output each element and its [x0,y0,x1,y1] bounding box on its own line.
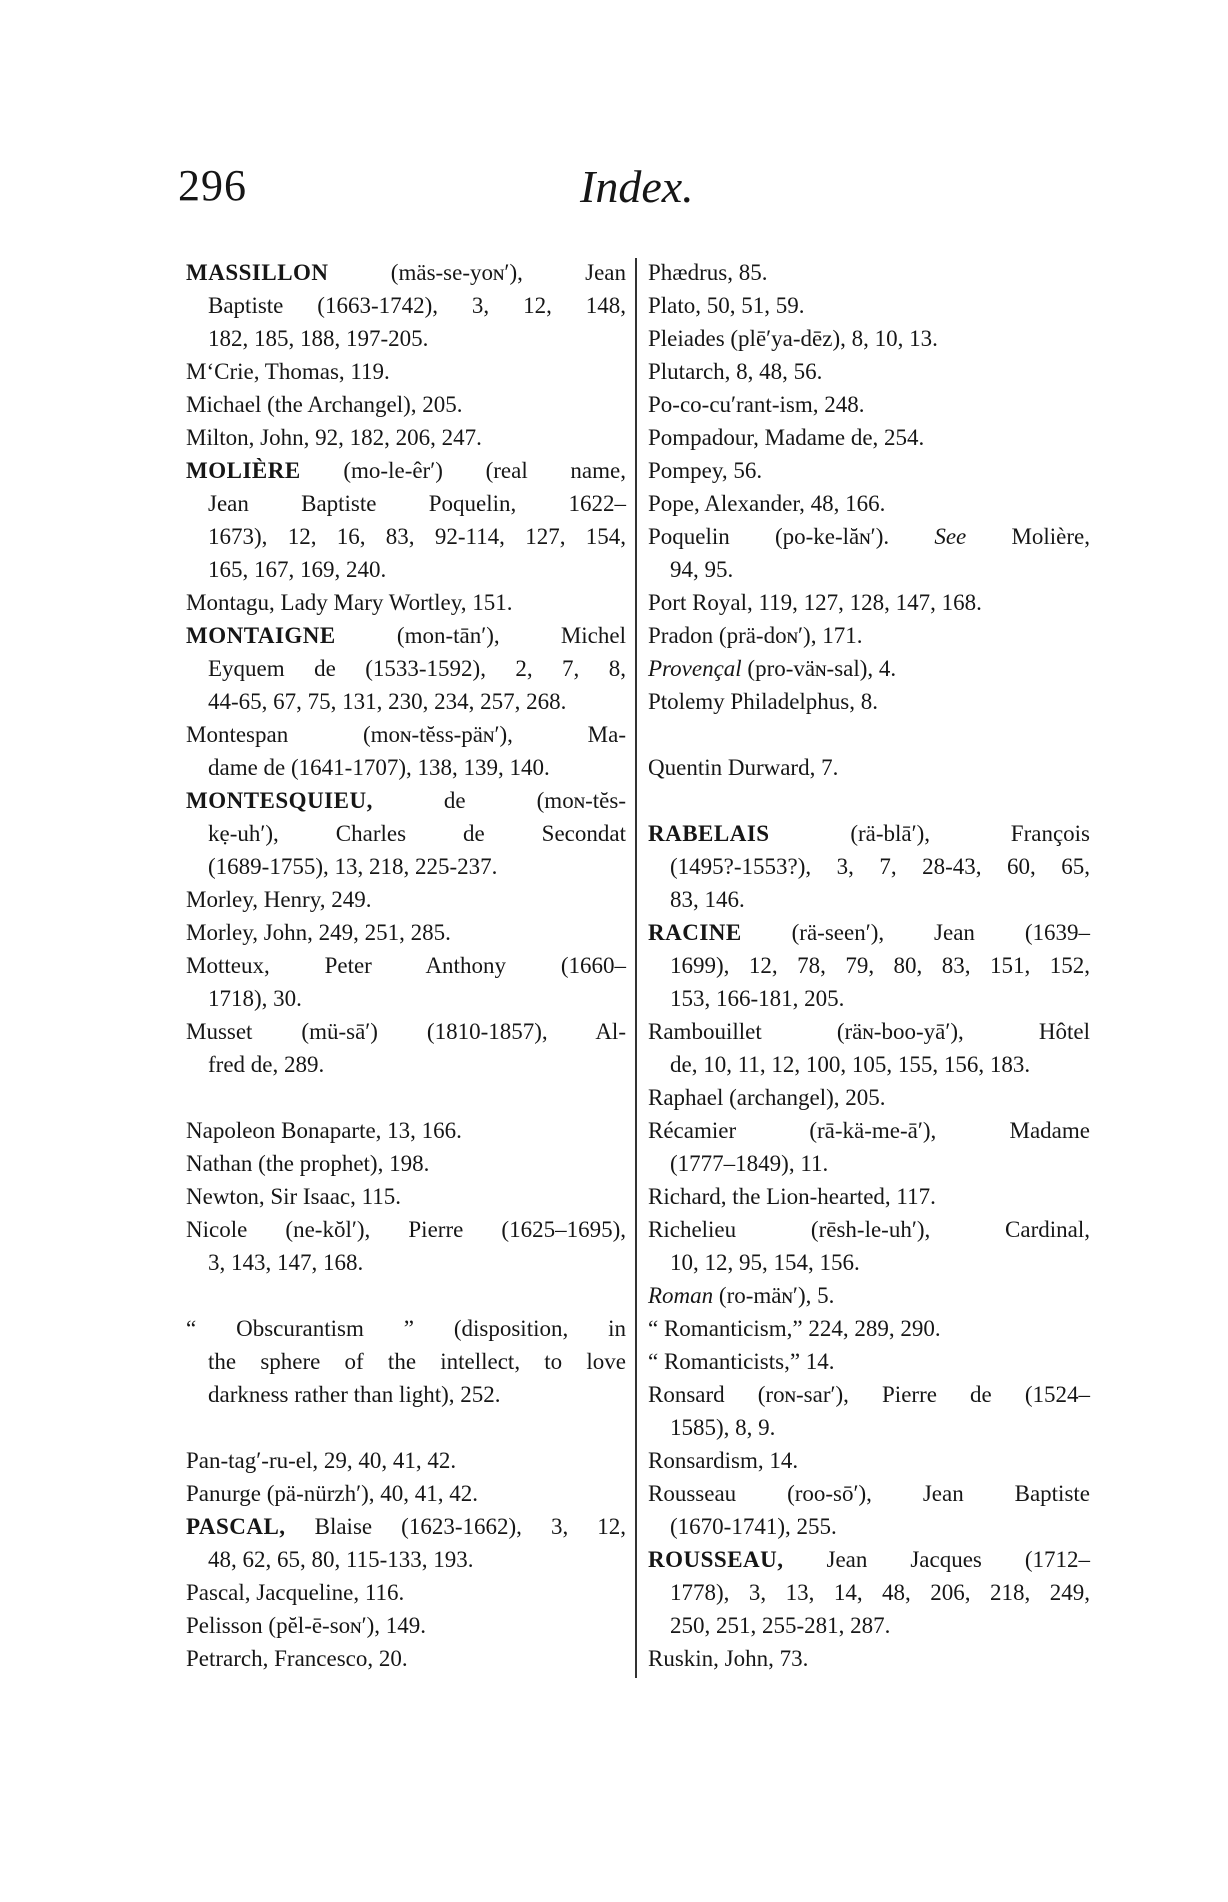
index-entry [186,619,626,718]
index-entry-line: Napoleon Bonaparte, 13, 166. [186,1118,462,1143]
index-entry-line: 182, 185, 188, 197-205. [208,326,429,351]
index-entry [648,355,1090,388]
index-entry-line: Ptolemy Philadelphus, 8. [648,689,878,714]
index-entry-line: Provençal (pro-väɴ-sal), 4. [648,656,897,681]
index-entry [648,289,1090,322]
index-entry-line: “ Romanticists,” 14. [648,1349,835,1374]
index-entry-line: Phædrus, 85. [648,260,768,285]
index-entry-line: Baptiste (1663-1742), 3, 12, 148, [208,293,626,318]
index-entry-line: Quentin Durward, 7. [648,755,839,780]
index-entry [186,388,626,421]
page-number: 296 [178,161,247,210]
index-entry [648,421,1090,454]
index-entry-line: (1495?-1553?), 3, 7, 28-43, 60, 65, [670,854,1090,879]
index-entry-line: Ronsard (roɴ-sar′), Pierre de (1524– [648,1382,1090,1407]
index-entry [648,1378,1090,1444]
index-entry-line: Pelisson (pĕl-ē-soɴ′), 149. [186,1613,427,1638]
index-entry-line: PASCAL, Blaise (1623-1662), 3, 12, [186,1514,626,1539]
index-entry [186,1147,626,1180]
index-entry-line: Montespan (moɴ-tĕss-päɴ′), Ma- [186,722,626,747]
index-entry [648,1543,1090,1642]
index-entry [648,388,1090,421]
index-entry-line: Poquelin (po-ke-lăɴ′). See Molière, [648,524,1090,549]
index-entry-line: fred de, 289. [208,1052,325,1077]
index-entry-line: RABELAIS (rä-blā′), François [648,821,1090,846]
index-entry [186,1444,626,1477]
index-entry [648,322,1090,355]
index-entry-line: 1699), 12, 78, 79, 80, 83, 151, 152, [670,953,1090,978]
section-gap [186,1279,626,1312]
index-entry [648,619,1090,652]
index-entry-line: Plato, 50, 51, 59. [648,293,805,318]
index-entry-line: M‘Crie, Thomas, 119. [186,359,390,384]
index-entry [186,1609,626,1642]
index-entry-line: MONTAIGNE (mon-tān′), Michel [186,623,626,648]
index-entry [648,520,1090,586]
index-entry-line: “ Romanticism,” 224, 289, 290. [648,1316,941,1341]
index-entry [186,784,626,883]
index-entry-line: Pompadour, Madame de, 254. [648,425,925,450]
index-entry-line: 44-65, 67, 75, 131, 230, 234, 257, 268. [208,689,567,714]
index-entry [648,1477,1090,1543]
index-entry [186,1510,626,1576]
index-entry [186,1180,626,1213]
index-entry [648,1015,1090,1081]
index-entry-line: Pompey, 56. [648,458,763,483]
index-entry [648,817,1090,916]
index-right-column [648,256,1090,1675]
index-entry-line: 1718), 30. [208,986,302,1011]
index-entry-line: 1585), 8, 9. [670,1415,776,1440]
index-entry-line: (1777–1849), 11. [670,1151,829,1176]
index-entry [648,1345,1090,1378]
index-entry-line: dame de (1641-1707), 138, 139, 140. [208,755,550,780]
index-entry-line: 250, 251, 255-281, 287. [670,1613,891,1638]
index-entry [648,586,1090,619]
index-entry [648,487,1090,520]
index-entry [186,355,626,388]
index-entry [648,1180,1090,1213]
index-entry [648,1444,1090,1477]
index-entry-line: Morley, John, 249, 251, 285. [186,920,451,945]
index-entry [648,1114,1090,1180]
section-gap [186,1081,626,1114]
index-entry-line: Petrarch, Francesco, 20. [186,1646,408,1671]
index-entry-line: Ronsardism, 14. [648,1448,799,1473]
index-entry-line: RACINE (rä-seen′), Jean (1639– [648,920,1090,945]
index-entry [648,256,1090,289]
index-entry-line: Panurge (pä-nürzh′), 40, 41, 42. [186,1481,479,1506]
index-entry-line: de, 10, 11, 12, 100, 105, 155, 156, 183. [670,1052,1031,1077]
index-entry-line: “ Obscurantism ” (disposition, in [186,1316,626,1341]
index-entry [648,454,1090,487]
index-entry [648,1213,1090,1279]
index-entry-line: Michael (the Archangel), 205. [186,392,463,417]
index-entry-line: 94, 95. [670,557,734,582]
index-entry-line: (1689-1755), 13, 218, 225-237. [208,854,498,879]
index-entry [186,718,626,784]
index-entry-line: Newton, Sir Isaac, 115. [186,1184,402,1209]
index-entry-line: Morley, Henry, 249. [186,887,372,912]
index-entry [186,1642,626,1675]
index-entry-line: Pan-tag′-ru-el, 29, 40, 41, 42. [186,1448,457,1473]
index-entry-line: Pascal, Jacqueline, 116. [186,1580,405,1605]
index-entry-line: 10, 12, 95, 154, 156. [670,1250,860,1275]
index-entry-line: MONTESQUIEU, de (moɴ-tĕs- [186,788,626,813]
index-entry [648,1279,1090,1312]
index-entry [186,421,626,454]
index-left-column [186,256,626,1675]
index-entry-line: Nicole (ne-kŏl′), Pierre (1625–1695), [186,1217,626,1242]
column-divider [635,258,637,1678]
index-entry-line: 165, 167, 169, 240. [208,557,387,582]
index-entry [648,916,1090,1015]
index-entry-line: 83, 146. [670,887,745,912]
index-entry-line: 153, 166-181, 205. [670,986,845,1011]
index-entry-line: 1778), 3, 13, 14, 48, 206, 218, 249, [670,1580,1090,1605]
index-entry [648,1642,1090,1675]
index-entry [648,652,1090,685]
index-entry-line: Milton, John, 92, 182, 206, 247. [186,425,482,450]
index-entry [186,1312,626,1411]
index-entry-line: 1673), 12, 16, 83, 92-114, 127, 154, [208,524,626,549]
index-entry-line: Richard, the Lion-hearted, 117. [648,1184,936,1209]
index-entry [648,685,1090,718]
index-entry-line: Pope, Alexander, 48, 166. [648,491,886,516]
running-title: Index. [580,161,694,212]
index-entry-line: Richelieu (rēsh-le-uh′), Cardinal, [648,1217,1090,1242]
index-entry-line: MOLIÈRE (mo-le-êr′) (real name, [186,458,626,483]
index-entry-line: Plutarch, 8, 48, 56. [648,359,823,384]
index-entry-line: Jean Baptiste Poquelin, 1622– [208,491,626,516]
index-entry-line: Port Royal, 119, 127, 128, 147, 168. [648,590,982,615]
index-entry [186,1477,626,1510]
index-entry-line: kẹ-uh′), Charles de Secondat [208,821,626,846]
index-entry [186,454,626,586]
index-entry-line: Motteux, Peter Anthony (1660– [186,953,626,978]
index-entry [648,751,1090,784]
section-gap [186,1411,626,1444]
index-entry [186,1114,626,1147]
index-entry [186,1213,626,1279]
index-entry-line: Rousseau (roo-sō′), Jean Baptiste [648,1481,1090,1506]
section-gap [648,784,1090,817]
index-entry [186,1576,626,1609]
index-entry-line: Raphael (archangel), 205. [648,1085,886,1110]
index-entry [648,1312,1090,1345]
index-entry-line: MASSILLON (mäs-se-yoɴ′), Jean [186,260,626,285]
index-entry-line: Musset (mü-sā′) (1810-1857), Al- [186,1019,626,1044]
index-entry-line: Récamier (rā-kä-me-ā′), Madame [648,1118,1090,1143]
index-entry-line: 48, 62, 65, 80, 115-133, 193. [208,1547,474,1572]
index-entry-line: Roman (ro-mäɴ′), 5. [648,1283,835,1308]
index-entry [186,586,626,619]
index-entry [186,949,626,1015]
index-entry [186,1015,626,1081]
index-entry [186,256,626,355]
index-entry-line: 3, 143, 147, 168. [208,1250,364,1275]
index-entry-line: Nathan (the prophet), 198. [186,1151,430,1176]
index-entry-line: Pleiades (plē′ya-dēz), 8, 10, 13. [648,326,938,351]
index-entry-line: darkness rather than light), 252. [208,1382,501,1407]
index-entry-line: Eyquem de (1533-1592), 2, 7, 8, [208,656,626,681]
index-entry [186,883,626,916]
section-gap [648,718,1090,751]
index-entry-line: Montagu, Lady Mary Wortley, 151. [186,590,513,615]
index-entry [648,1081,1090,1114]
index-entry [186,916,626,949]
index-entry-line: ROUSSEAU, Jean Jacques (1712– [648,1547,1090,1572]
index-entry-line: Po-co-cu′rant-ism, 248. [648,392,865,417]
index-entry-line: (1670-1741), 255. [670,1514,837,1539]
index-entry-line: Ruskin, John, 73. [648,1646,809,1671]
index-entry-line: Pradon (prä-doɴ′), 171. [648,623,863,648]
index-entry-line: the sphere of the intellect, to love [208,1349,626,1374]
index-entry-line: Rambouillet (räɴ-boo-yā′), Hôtel [648,1019,1090,1044]
